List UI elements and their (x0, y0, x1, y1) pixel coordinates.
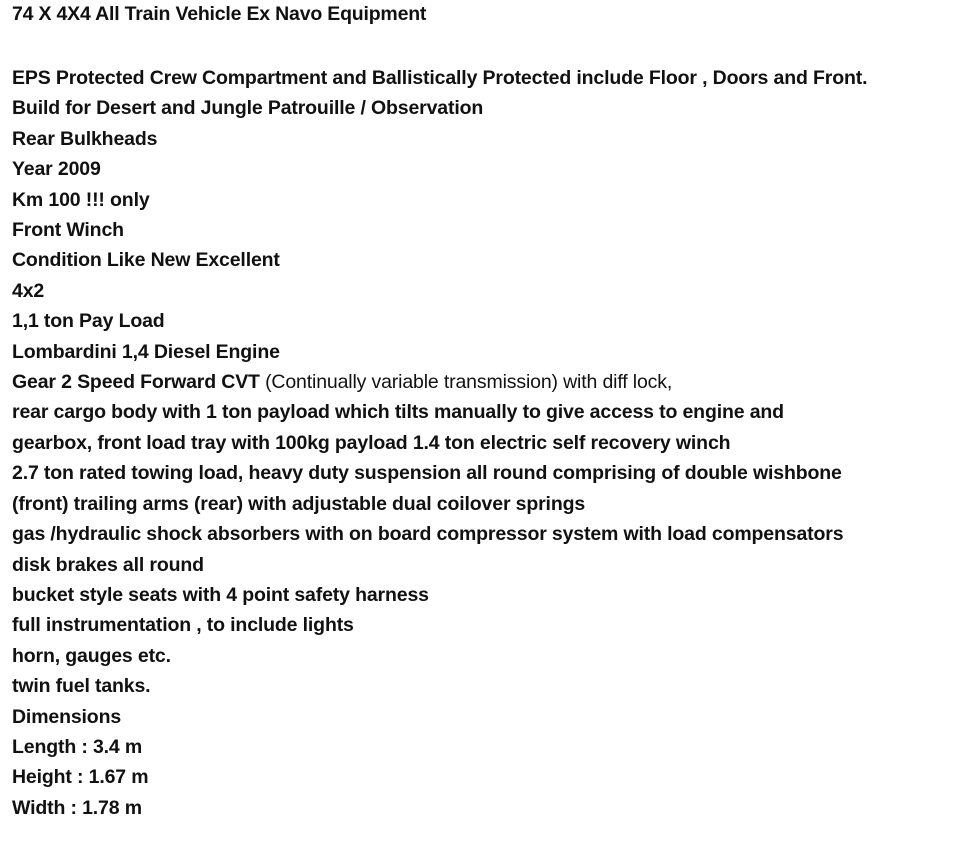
spec-line: gearbox, front load tray with 100kg payload 1.4 ton electric self recovery winch (12, 431, 731, 454)
dimensions-heading: Dimensions (12, 705, 122, 728)
text-line: Km 100 !!! only (12, 188, 150, 211)
text-line: 4x2 (12, 279, 45, 302)
spec-line: (front) trailing arms (rear) with adjustable dual coilover springs (12, 492, 586, 515)
document-title: 74 X 4X4 All Train Vehicle Ex Navo Equipment (12, 3, 427, 25)
gear-line (12, 367, 949, 397)
spec-line: 2.7 ton rated towing load, heavy duty suspension all round comprising of double wishbone (12, 462, 842, 485)
spacer (12, 26, 949, 63)
intro-paragraph: EPS Protected Crew Compartment and Ballistically Protected include Floor , Doors and Front. (12, 67, 868, 89)
spec-line: bucket style seats with 4 point safety harness (12, 583, 429, 606)
gear-normal-text: (Continually variable transmission) with diff lock, (259, 371, 673, 394)
dimension-length: Length : 3.4 m (12, 735, 143, 758)
spec-line: gas /hydraulic shock absorbers with on board compressor system with load compensators (12, 523, 844, 546)
text-line: Rear Bulkheads (12, 127, 158, 150)
spec-line: full instrumentation , to include lights (12, 614, 354, 637)
spec-line: twin fuel tanks. (12, 675, 151, 698)
spec-line: rear cargo body with 1 ton payload which tilts manually to give access to engine and (12, 401, 784, 424)
text-line: Lombardini 1,4 Diesel Engine (12, 340, 280, 363)
spec-line: horn, gauges etc. (12, 644, 171, 667)
text-line: Front Winch (12, 219, 124, 242)
gear-bold-text: Gear 2 Speed Forward CVT (12, 371, 260, 394)
text-line: Year 2009 (12, 158, 101, 181)
text-line: 1,1 ton Pay Load (12, 310, 165, 333)
dimension-width: Width : 1.78 m (12, 796, 142, 819)
text-line: Build for Desert and Jungle Patrouille / Observation (12, 97, 484, 120)
dimension-height: Height : 1.67 m (12, 766, 149, 789)
text-line: Condition Like New Excellent (12, 249, 280, 272)
spec-line: disk brakes all round (12, 553, 204, 576)
